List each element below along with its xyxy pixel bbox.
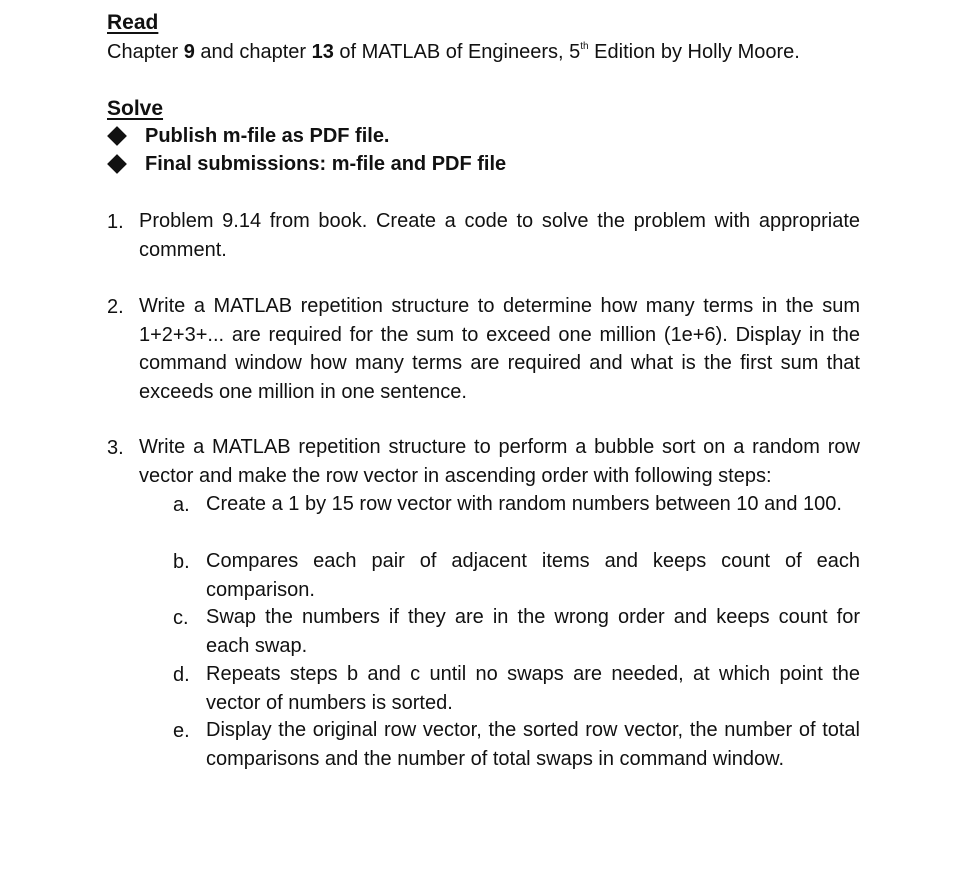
step-letter: e. (173, 720, 190, 742)
ordinal-suffix: th (580, 41, 589, 52)
reading-line-after: of MATLAB of Engineers, 5 (333, 41, 581, 63)
problem-text: Write a MATLAB repetition structure to determine how many terms in the sum 1+2+3+... are required for the sum to exceed one million (1e+6). Display in the command window how many terms are required and what is the first sum that exceeds one million in one sentence. (139, 295, 860, 403)
step-text: Repeats steps b and c until no swaps are needed, at which point the vector of numbers is sorted. (206, 663, 860, 714)
step-letter: b. (173, 551, 190, 573)
chapter-number-b: 13 (311, 41, 334, 63)
problem-text: Write a MATLAB repetition structure to perform a bubble sort on a random row vector and make the row vector in ascending order with following steps: (139, 436, 860, 487)
solve-bullet-item: Final submissions: m-file and PDF file (145, 153, 507, 175)
problem-number: 3. (107, 437, 124, 459)
diamond-bullet-icon (107, 126, 127, 146)
step-text: Display the original row vector, the sorted row vector, the number of total comparisons and the number of total swaps in command window. (206, 719, 860, 770)
reading-assignment-line (107, 40, 800, 64)
reading-line-prefix: Chapter (107, 41, 184, 63)
chapter-number-a: 9 (183, 41, 195, 63)
step-letter: c. (173, 607, 189, 629)
problem-number: 1. (107, 211, 124, 233)
problem-text: Problem 9.14 from book. Create a code to solve the problem with appropriate comment. (139, 210, 860, 261)
step-letter: a. (173, 494, 190, 516)
step-text: Create a 1 by 15 row vector with random numbers between 10 and 100. (206, 493, 842, 515)
reading-line-end: Edition by Holly Moore. (588, 41, 800, 63)
solve-bullet-item: Publish m-file as PDF file. (145, 125, 390, 147)
step-text: Compares each pair of adjacent items and keeps count of each comparison. (206, 550, 860, 601)
step-letter: d. (173, 664, 190, 686)
problem-number: 2. (107, 296, 124, 318)
read-heading: Read (107, 11, 159, 34)
reading-line-mid: and chapter (194, 41, 312, 63)
diamond-bullet-icon (107, 154, 127, 174)
solve-heading: Solve (107, 97, 164, 120)
step-text: Swap the numbers if they are in the wrong order and keeps count for each swap. (206, 606, 860, 657)
